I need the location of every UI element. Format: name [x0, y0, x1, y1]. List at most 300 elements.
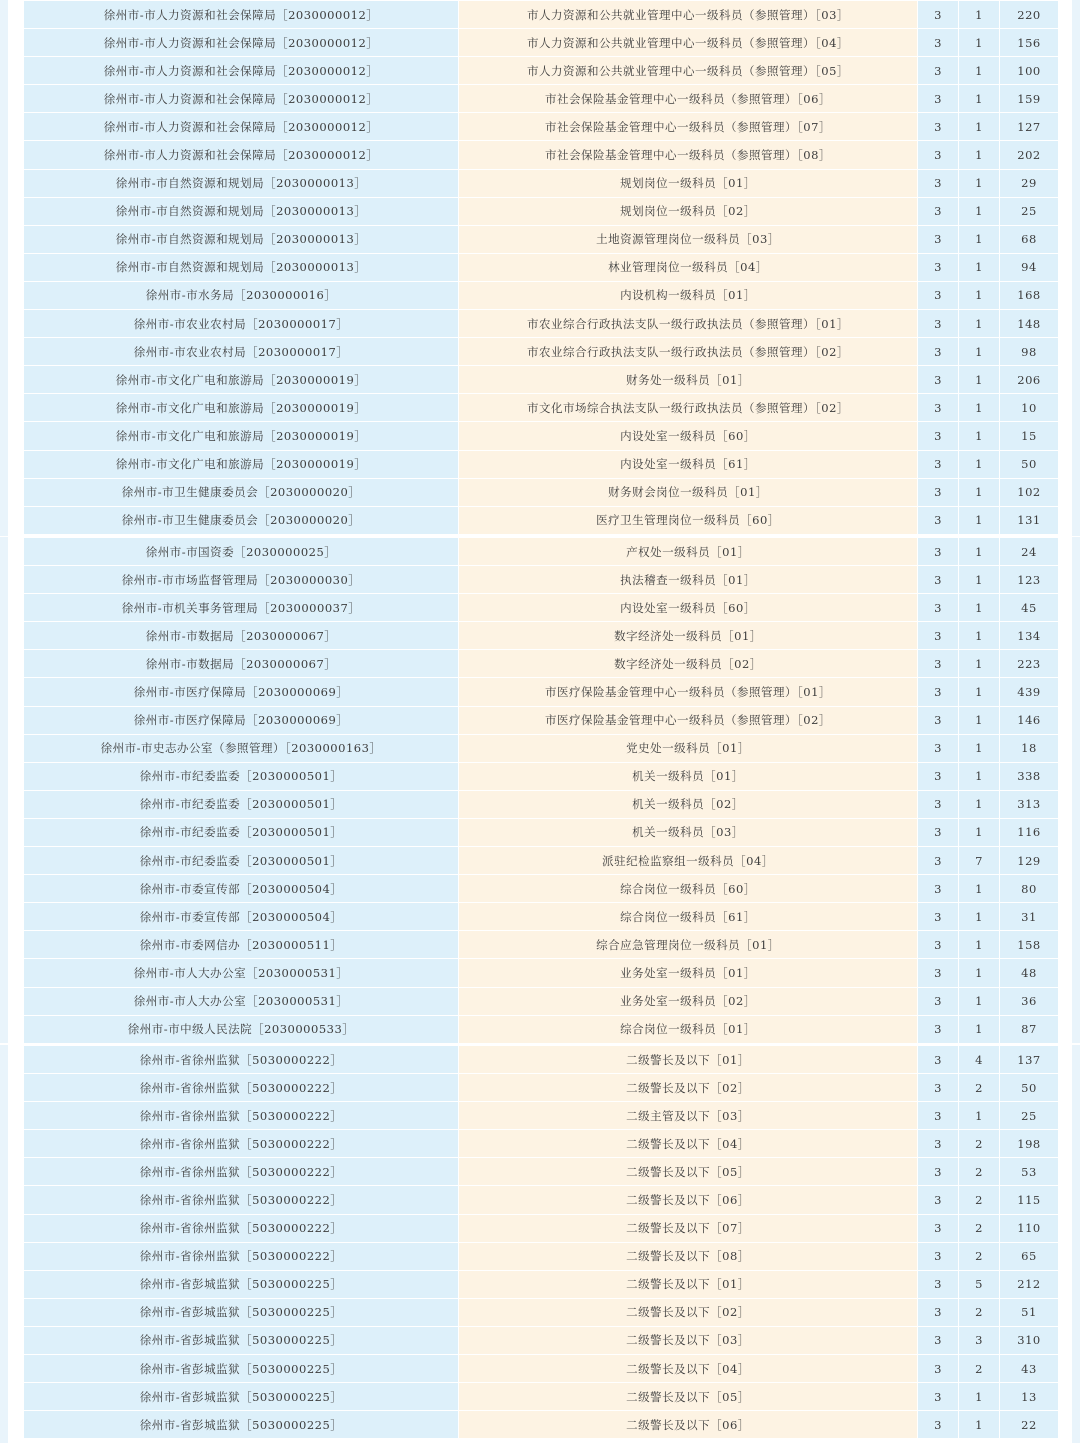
applicant-count-cell: 116 — [1000, 818, 1059, 846]
unit-cell: 徐州市-市医疗保障局［2030000069］ — [24, 706, 459, 734]
exam-ratio-cell: 3 — [918, 1411, 959, 1439]
hiring-count-cell: 2 — [959, 1186, 1000, 1214]
unit-cell: 徐州市-市委宣传部［2030000504］ — [24, 903, 459, 931]
exam-ratio-cell: 3 — [918, 566, 959, 594]
table-row — [24, 678, 1059, 706]
applicant-count-cell: 25 — [1000, 1102, 1059, 1130]
applicant-count-cell: 48 — [1000, 959, 1059, 987]
applicant-count-cell: 43 — [1000, 1355, 1059, 1383]
hiring-count-cell: 1 — [959, 650, 1000, 678]
hiring-count-cell: 2 — [959, 1214, 1000, 1242]
table-section-1 — [0, 0, 1080, 536]
position-cell: 执法稽查一级科员［01］ — [459, 566, 918, 594]
applicant-count-cell: 15 — [1000, 422, 1059, 450]
unit-cell: 徐州市-市人力资源和社会保障局［2030000012］ — [24, 85, 459, 113]
unit-cell: 徐州市-市卫生健康委员会［2030000020］ — [24, 506, 459, 534]
position-cell: 土地资源管理岗位一级科员［03］ — [459, 225, 918, 253]
table-row — [24, 1411, 1059, 1439]
hiring-count-cell: 1 — [959, 706, 1000, 734]
position-cell: 林业管理岗位一级科员［04］ — [459, 253, 918, 281]
unit-cell: 徐州市-省彭城监狱［5030000225］ — [24, 1326, 459, 1354]
exam-ratio-cell: 3 — [918, 29, 959, 57]
position-table — [24, 1, 1059, 535]
exam-ratio-cell: 3 — [918, 1, 959, 29]
position-cell: 机关一级科员［02］ — [459, 790, 918, 818]
exam-ratio-cell: 3 — [918, 422, 959, 450]
unit-cell: 徐州市-市市场监督管理局［2030000030］ — [24, 566, 459, 594]
table-row — [24, 1186, 1059, 1214]
position-cell: 数字经济处一级科员［01］ — [459, 622, 918, 650]
hiring-count-cell: 1 — [959, 394, 1000, 422]
table-row — [24, 141, 1059, 169]
exam-ratio-cell: 3 — [918, 538, 959, 566]
table-row — [24, 903, 1059, 931]
unit-cell: 徐州市-市文化广电和旅游局［2030000019］ — [24, 366, 459, 394]
hiring-count-cell: 1 — [959, 1383, 1000, 1411]
position-cell: 综合应急管理岗位一级科员［01］ — [459, 931, 918, 959]
exam-ratio-cell: 3 — [918, 706, 959, 734]
unit-cell: 徐州市-省彭城监狱［5030000225］ — [24, 1355, 459, 1383]
exam-ratio-cell: 3 — [918, 1015, 959, 1043]
applicant-count-cell: 310 — [1000, 1326, 1059, 1354]
applicant-count-cell: 127 — [1000, 113, 1059, 141]
exam-ratio-cell: 3 — [918, 622, 959, 650]
position-cell: 市人力资源和公共就业管理中心一级科员（参照管理）［05］ — [459, 57, 918, 85]
applicant-count-cell: 36 — [1000, 987, 1059, 1015]
hiring-count-cell: 1 — [959, 1411, 1000, 1439]
position-cell: 二级警长及以下［06］ — [459, 1186, 918, 1214]
position-cell: 市农业综合行政执法支队一级行政执法员（参照管理）［02］ — [459, 338, 918, 366]
applicant-count-cell: 202 — [1000, 141, 1059, 169]
exam-ratio-cell: 3 — [918, 762, 959, 790]
unit-cell: 徐州市-省徐州监狱［5030000222］ — [24, 1046, 459, 1074]
position-cell: 数字经济处一级科员［02］ — [459, 650, 918, 678]
applicant-count-cell: 220 — [1000, 1, 1059, 29]
exam-ratio-cell: 3 — [918, 650, 959, 678]
unit-cell: 徐州市-市水务局［2030000016］ — [24, 281, 459, 309]
applicant-count-cell: 18 — [1000, 734, 1059, 762]
unit-cell: 徐州市-省彭城监狱［5030000225］ — [24, 1383, 459, 1411]
unit-cell: 徐州市-省徐州监狱［5030000222］ — [24, 1158, 459, 1186]
hiring-count-cell: 2 — [959, 1130, 1000, 1158]
exam-ratio-cell: 3 — [918, 1074, 959, 1102]
unit-cell: 徐州市-市文化广电和旅游局［2030000019］ — [24, 422, 459, 450]
exam-ratio-cell: 3 — [918, 506, 959, 534]
unit-cell: 徐州市-市纪委监委［2030000501］ — [24, 818, 459, 846]
unit-cell: 徐州市-市国资委［2030000025］ — [24, 538, 459, 566]
applicant-count-cell: 102 — [1000, 478, 1059, 506]
position-cell: 二级警长及以下［02］ — [459, 1074, 918, 1102]
position-cell: 二级警长及以下［07］ — [459, 1214, 918, 1242]
exam-ratio-cell: 3 — [918, 818, 959, 846]
position-cell: 二级警长及以下［05］ — [459, 1383, 918, 1411]
exam-ratio-cell: 3 — [918, 197, 959, 225]
applicant-count-cell: 13 — [1000, 1383, 1059, 1411]
position-cell: 二级警长及以下［05］ — [459, 1158, 918, 1186]
hiring-count-cell: 1 — [959, 338, 1000, 366]
table-row — [24, 113, 1059, 141]
hiring-count-cell: 1 — [959, 1015, 1000, 1043]
hiring-count-cell: 1 — [959, 987, 1000, 1015]
table-row — [24, 450, 1059, 478]
table-row — [24, 594, 1059, 622]
position-cell: 二级警长及以下［03］ — [459, 1326, 918, 1354]
applicant-count-cell: 148 — [1000, 310, 1059, 338]
exam-ratio-cell: 3 — [918, 450, 959, 478]
applicant-count-cell: 129 — [1000, 847, 1059, 875]
hiring-count-cell: 1 — [959, 818, 1000, 846]
hiring-count-cell: 2 — [959, 1298, 1000, 1326]
position-cell: 派驻纪检监察组一级科员［04］ — [459, 847, 918, 875]
unit-cell: 徐州市-市中级人民法院［2030000533］ — [24, 1015, 459, 1043]
applicant-count-cell: 439 — [1000, 678, 1059, 706]
position-cell: 二级警长及以下［06］ — [459, 1411, 918, 1439]
position-cell: 二级主管及以下［03］ — [459, 1102, 918, 1130]
table-row — [24, 366, 1059, 394]
applicant-count-cell: 168 — [1000, 281, 1059, 309]
table-row — [24, 197, 1059, 225]
exam-ratio-cell: 3 — [918, 85, 959, 113]
hiring-count-cell: 1 — [959, 734, 1000, 762]
position-cell: 综合岗位一级科员［61］ — [459, 903, 918, 931]
exam-ratio-cell: 3 — [918, 57, 959, 85]
exam-ratio-cell: 3 — [918, 141, 959, 169]
table-row — [24, 762, 1059, 790]
exam-ratio-cell: 3 — [918, 734, 959, 762]
unit-cell: 徐州市-市医疗保障局［2030000069］ — [24, 678, 459, 706]
unit-cell: 徐州市-市机关事务管理局［2030000037］ — [24, 594, 459, 622]
position-cell: 机关一级科员［03］ — [459, 818, 918, 846]
position-cell: 市人力资源和公共就业管理中心一级科员（参照管理）［04］ — [459, 29, 918, 57]
applicant-count-cell: 198 — [1000, 1130, 1059, 1158]
exam-ratio-cell: 3 — [918, 1298, 959, 1326]
exam-ratio-cell: 3 — [918, 310, 959, 338]
hiring-count-cell: 1 — [959, 622, 1000, 650]
table-row — [24, 959, 1059, 987]
hiring-count-cell: 1 — [959, 566, 1000, 594]
position-cell: 市农业综合行政执法支队一级行政执法员（参照管理）［01］ — [459, 310, 918, 338]
hiring-count-cell: 1 — [959, 931, 1000, 959]
position-cell: 市人力资源和公共就业管理中心一级科员（参照管理）［03］ — [459, 1, 918, 29]
table-row — [24, 394, 1059, 422]
exam-ratio-cell: 3 — [918, 169, 959, 197]
exam-ratio-cell: 3 — [918, 113, 959, 141]
hiring-count-cell: 1 — [959, 57, 1000, 85]
exam-ratio-cell: 3 — [918, 338, 959, 366]
hiring-count-cell: 5 — [959, 1270, 1000, 1298]
unit-cell: 徐州市-省徐州监狱［5030000222］ — [24, 1074, 459, 1102]
position-cell: 内设机构一级科员［01］ — [459, 281, 918, 309]
unit-cell: 徐州市-省徐州监狱［5030000222］ — [24, 1186, 459, 1214]
position-cell: 市文化市场综合执法支队一级行政执法员（参照管理）［02］ — [459, 394, 918, 422]
position-cell: 规划岗位一级科员［01］ — [459, 169, 918, 197]
table-row — [24, 1015, 1059, 1043]
unit-cell: 徐州市-省徐州监狱［5030000222］ — [24, 1102, 459, 1130]
unit-cell: 徐州市-市委网信办［2030000511］ — [24, 931, 459, 959]
exam-ratio-cell: 3 — [918, 1214, 959, 1242]
hiring-count-cell: 1 — [959, 253, 1000, 281]
table-row — [24, 422, 1059, 450]
table-row — [24, 1214, 1059, 1242]
exam-ratio-cell: 3 — [918, 1355, 959, 1383]
table-row — [24, 1326, 1059, 1354]
unit-cell: 徐州市-省徐州监狱［5030000222］ — [24, 1214, 459, 1242]
position-cell: 综合岗位一级科员［60］ — [459, 875, 918, 903]
applicant-count-cell: 80 — [1000, 875, 1059, 903]
unit-cell: 徐州市-市人力资源和社会保障局［2030000012］ — [24, 1, 459, 29]
applicant-count-cell: 123 — [1000, 566, 1059, 594]
table-row — [24, 85, 1059, 113]
table-row — [24, 1270, 1059, 1298]
applicant-count-cell: 53 — [1000, 1158, 1059, 1186]
exam-ratio-cell: 3 — [918, 1186, 959, 1214]
hiring-count-cell: 1 — [959, 875, 1000, 903]
table-row — [24, 734, 1059, 762]
table-row — [24, 1298, 1059, 1326]
exam-ratio-cell: 3 — [918, 1046, 959, 1074]
unit-cell: 徐州市-市自然资源和规划局［2030000013］ — [24, 197, 459, 225]
unit-cell: 徐州市-市人大办公室［2030000531］ — [24, 959, 459, 987]
table-row — [24, 847, 1059, 875]
hiring-count-cell: 1 — [959, 1, 1000, 29]
unit-cell: 徐州市-市纪委监委［2030000501］ — [24, 847, 459, 875]
position-cell: 二级警长及以下［04］ — [459, 1355, 918, 1383]
position-cell: 业务处室一级科员［01］ — [459, 959, 918, 987]
unit-cell: 徐州市-市自然资源和规划局［2030000013］ — [24, 169, 459, 197]
table-row — [24, 987, 1059, 1015]
exam-ratio-cell: 3 — [918, 594, 959, 622]
hiring-count-cell: 1 — [959, 225, 1000, 253]
applicant-count-cell: 45 — [1000, 594, 1059, 622]
table-row — [24, 169, 1059, 197]
unit-cell: 徐州市-市人力资源和社会保障局［2030000012］ — [24, 141, 459, 169]
table-row — [24, 875, 1059, 903]
hiring-count-cell: 1 — [959, 450, 1000, 478]
hiring-count-cell: 3 — [959, 1326, 1000, 1354]
exam-ratio-cell: 3 — [918, 253, 959, 281]
table-row — [24, 225, 1059, 253]
applicant-count-cell: 313 — [1000, 790, 1059, 818]
applicant-count-cell: 223 — [1000, 650, 1059, 678]
exam-ratio-cell: 3 — [918, 790, 959, 818]
table-row — [24, 506, 1059, 534]
exam-ratio-cell: 3 — [918, 847, 959, 875]
applicant-count-cell: 146 — [1000, 706, 1059, 734]
unit-cell: 徐州市-市纪委监委［2030000501］ — [24, 762, 459, 790]
table-row — [24, 1074, 1059, 1102]
applicant-count-cell: 10 — [1000, 394, 1059, 422]
table-row — [24, 931, 1059, 959]
unit-cell: 徐州市-市数据局［2030000067］ — [24, 622, 459, 650]
table-row — [24, 538, 1059, 566]
hiring-count-cell: 2 — [959, 1355, 1000, 1383]
applicant-count-cell: 338 — [1000, 762, 1059, 790]
applicant-count-cell: 137 — [1000, 1046, 1059, 1074]
applicant-count-cell: 65 — [1000, 1242, 1059, 1270]
applicant-count-cell: 87 — [1000, 1015, 1059, 1043]
applicant-count-cell: 68 — [1000, 225, 1059, 253]
unit-cell: 徐州市-市文化广电和旅游局［2030000019］ — [24, 450, 459, 478]
hiring-count-cell: 1 — [959, 422, 1000, 450]
position-cell: 医疗卫生管理岗位一级科员［60］ — [459, 506, 918, 534]
position-cell: 市社会保险基金管理中心一级科员（参照管理）［06］ — [459, 85, 918, 113]
unit-cell: 徐州市-省徐州监狱［5030000222］ — [24, 1130, 459, 1158]
position-cell: 市医疗保险基金管理中心一级科员（参照管理）［01］ — [459, 678, 918, 706]
applicant-count-cell: 25 — [1000, 197, 1059, 225]
exam-ratio-cell: 3 — [918, 1242, 959, 1270]
applicant-count-cell: 94 — [1000, 253, 1059, 281]
applicant-count-cell: 31 — [1000, 903, 1059, 931]
unit-cell: 徐州市-市委宣传部［2030000504］ — [24, 875, 459, 903]
hiring-count-cell: 1 — [959, 169, 1000, 197]
unit-cell: 徐州市-省彭城监狱［5030000225］ — [24, 1298, 459, 1326]
position-cell: 二级警长及以下［08］ — [459, 1242, 918, 1270]
table-row — [24, 1102, 1059, 1130]
applicant-count-cell: 131 — [1000, 506, 1059, 534]
position-cell: 二级警长及以下［04］ — [459, 1130, 918, 1158]
hiring-count-cell: 1 — [959, 366, 1000, 394]
position-cell: 市社会保险基金管理中心一级科员（参照管理）［08］ — [459, 141, 918, 169]
hiring-count-cell: 2 — [959, 1074, 1000, 1102]
position-cell: 二级警长及以下［01］ — [459, 1270, 918, 1298]
unit-cell: 徐州市-市人力资源和社会保障局［2030000012］ — [24, 57, 459, 85]
unit-cell: 徐州市-市文化广电和旅游局［2030000019］ — [24, 394, 459, 422]
hiring-count-cell: 1 — [959, 85, 1000, 113]
hiring-count-cell: 1 — [959, 903, 1000, 931]
applicant-count-cell: 134 — [1000, 622, 1059, 650]
hiring-count-cell: 1 — [959, 538, 1000, 566]
position-cell: 党史处一级科员［01］ — [459, 734, 918, 762]
position-cell: 财务处一级科员［01］ — [459, 366, 918, 394]
exam-ratio-cell: 3 — [918, 1326, 959, 1354]
applicant-count-cell: 156 — [1000, 29, 1059, 57]
hiring-count-cell: 1 — [959, 506, 1000, 534]
unit-cell: 徐州市-市史志办公室（参照管理）［2030000163］ — [24, 734, 459, 762]
table-row — [24, 253, 1059, 281]
hiring-count-cell: 2 — [959, 1242, 1000, 1270]
exam-ratio-cell: 3 — [918, 478, 959, 506]
table-row — [24, 706, 1059, 734]
exam-ratio-cell: 3 — [918, 959, 959, 987]
position-cell: 内设处室一级科员［60］ — [459, 422, 918, 450]
table-row — [24, 650, 1059, 678]
applicant-count-cell: 51 — [1000, 1298, 1059, 1326]
hiring-count-cell: 1 — [959, 310, 1000, 338]
applicant-count-cell: 22 — [1000, 1411, 1059, 1439]
position-cell: 市社会保险基金管理中心一级科员（参照管理）［07］ — [459, 113, 918, 141]
hiring-count-cell: 4 — [959, 1046, 1000, 1074]
position-cell: 业务处室一级科员［02］ — [459, 987, 918, 1015]
table-row — [24, 338, 1059, 366]
position-cell: 二级警长及以下［01］ — [459, 1046, 918, 1074]
position-cell: 财务财会岗位一级科员［01］ — [459, 478, 918, 506]
table-row — [24, 29, 1059, 57]
unit-cell: 徐州市-市数据局［2030000067］ — [24, 650, 459, 678]
applicant-count-cell: 115 — [1000, 1186, 1059, 1214]
table-section-3 — [0, 1045, 1080, 1443]
unit-cell: 徐州市-市自然资源和规划局［2030000013］ — [24, 253, 459, 281]
exam-ratio-cell: 3 — [918, 875, 959, 903]
hiring-count-cell: 1 — [959, 790, 1000, 818]
position-cell: 市医疗保险基金管理中心一级科员（参照管理）［02］ — [459, 706, 918, 734]
exam-ratio-cell: 3 — [918, 987, 959, 1015]
exam-ratio-cell: 3 — [918, 1158, 959, 1186]
exam-ratio-cell: 3 — [918, 366, 959, 394]
table-row — [24, 1046, 1059, 1074]
table-section-2 — [0, 537, 1080, 1043]
table-row — [24, 478, 1059, 506]
hiring-count-cell: 1 — [959, 762, 1000, 790]
exam-ratio-cell: 3 — [918, 931, 959, 959]
exam-ratio-cell: 3 — [918, 1383, 959, 1411]
unit-cell: 徐州市-市自然资源和规划局［2030000013］ — [24, 225, 459, 253]
unit-cell: 徐州市-省彭城监狱［5030000225］ — [24, 1270, 459, 1298]
unit-cell: 徐州市-市卫生健康委员会［2030000020］ — [24, 478, 459, 506]
position-cell: 机关一级科员［01］ — [459, 762, 918, 790]
applicant-count-cell: 212 — [1000, 1270, 1059, 1298]
unit-cell: 徐州市-省彭城监狱［5030000225］ — [24, 1411, 459, 1439]
table-row — [24, 1242, 1059, 1270]
exam-ratio-cell: 3 — [918, 1130, 959, 1158]
position-cell: 内设处室一级科员［61］ — [459, 450, 918, 478]
position-cell: 产权处一级科员［01］ — [459, 538, 918, 566]
position-cell: 二级警长及以下［02］ — [459, 1298, 918, 1326]
applicant-count-cell: 100 — [1000, 57, 1059, 85]
hiring-count-cell: 1 — [959, 959, 1000, 987]
unit-cell: 徐州市-省徐州监狱［5030000222］ — [24, 1242, 459, 1270]
hiring-count-cell: 1 — [959, 141, 1000, 169]
applicant-count-cell: 158 — [1000, 931, 1059, 959]
unit-cell: 徐州市-市人力资源和社会保障局［2030000012］ — [24, 29, 459, 57]
exam-ratio-cell: 3 — [918, 678, 959, 706]
hiring-count-cell: 1 — [959, 1102, 1000, 1130]
table-row — [24, 310, 1059, 338]
applicant-count-cell: 50 — [1000, 1074, 1059, 1102]
unit-cell: 徐州市-市农业农村局［2030000017］ — [24, 338, 459, 366]
hiring-count-cell: 7 — [959, 847, 1000, 875]
applicant-count-cell: 24 — [1000, 538, 1059, 566]
applicant-count-cell: 110 — [1000, 1214, 1059, 1242]
position-table — [24, 538, 1059, 1044]
hiring-count-cell: 1 — [959, 281, 1000, 309]
hiring-count-cell: 1 — [959, 113, 1000, 141]
applicant-count-cell: 159 — [1000, 85, 1059, 113]
hiring-count-cell: 1 — [959, 594, 1000, 622]
table-row — [24, 1355, 1059, 1383]
hiring-count-cell: 1 — [959, 478, 1000, 506]
table-row — [24, 1, 1059, 29]
unit-cell: 徐州市-市纪委监委［2030000501］ — [24, 790, 459, 818]
applicant-count-cell: 29 — [1000, 169, 1059, 197]
exam-ratio-cell: 3 — [918, 903, 959, 931]
exam-ratio-cell: 3 — [918, 281, 959, 309]
table-row — [24, 566, 1059, 594]
table-row — [24, 57, 1059, 85]
exam-ratio-cell: 3 — [918, 1270, 959, 1298]
hiring-count-cell: 1 — [959, 678, 1000, 706]
table-row — [24, 622, 1059, 650]
unit-cell: 徐州市-市人大办公室［2030000531］ — [24, 987, 459, 1015]
table-row — [24, 281, 1059, 309]
hiring-count-cell: 2 — [959, 1158, 1000, 1186]
position-cell: 综合岗位一级科员［01］ — [459, 1015, 918, 1043]
exam-ratio-cell: 3 — [918, 1102, 959, 1130]
unit-cell: 徐州市-市农业农村局［2030000017］ — [24, 310, 459, 338]
unit-cell: 徐州市-市人力资源和社会保障局［2030000012］ — [24, 113, 459, 141]
table-row — [24, 1130, 1059, 1158]
exam-ratio-cell: 3 — [918, 225, 959, 253]
table-row — [24, 1383, 1059, 1411]
